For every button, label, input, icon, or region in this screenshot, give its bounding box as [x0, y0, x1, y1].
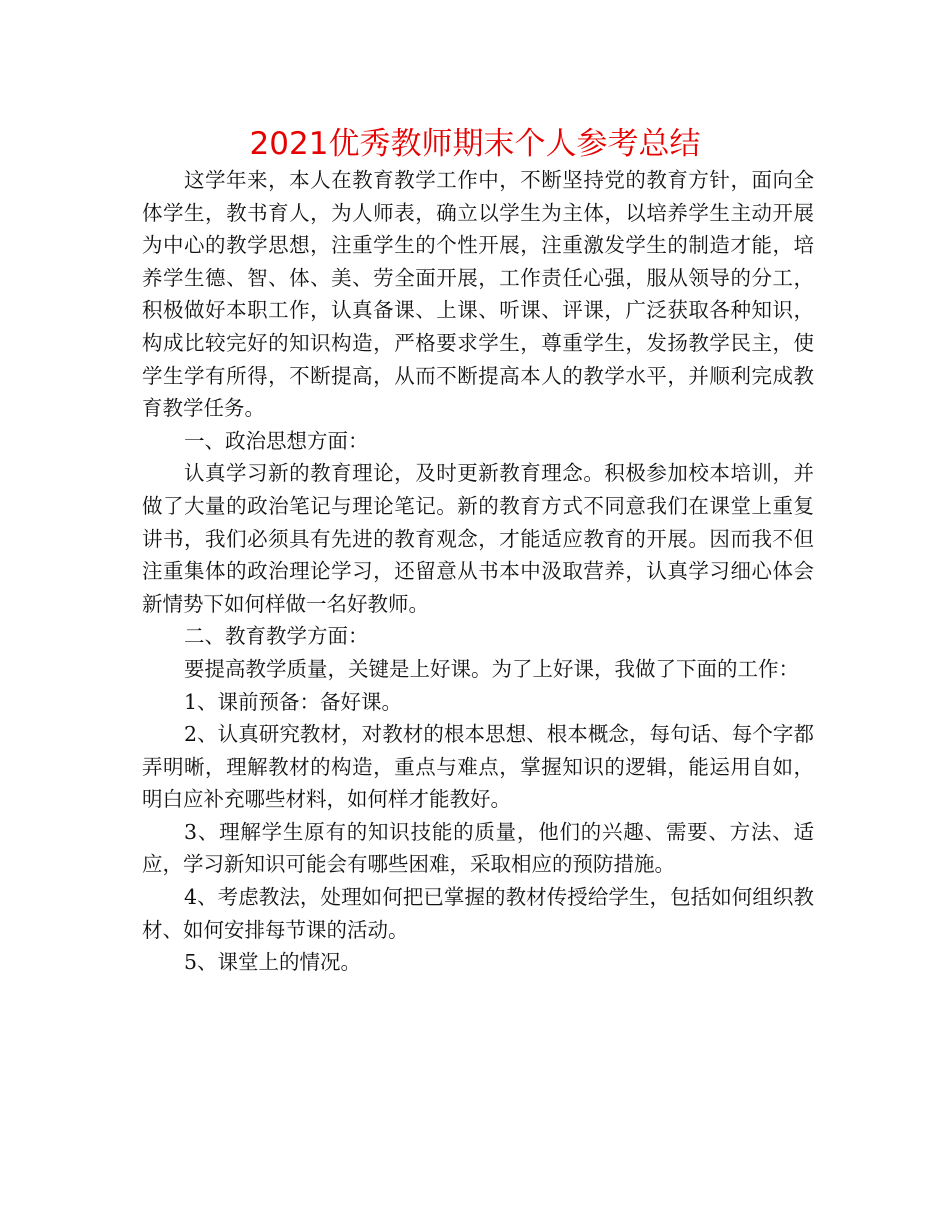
section-heading-teaching: 二、教育教学方面： [184, 624, 369, 649]
list-item-5: 5、课堂上的情况。 [184, 950, 362, 975]
list-item-3: 3、理解学生原有的知识技能的质量，他们的兴趣、需要、方法、适应，学习新知识可能会有哪些困难，采取相应的预防措施。 [142, 819, 814, 877]
list-item-2: 2、认真研究教材，对教材的根本思想、根本概念，每句话、每个字都弄明晰，理解教材的构造，重点与难点，掌握知识的逻辑，能运用自如，明白应补充哪些材料，如何样才能教好。 [142, 722, 814, 812]
document-title: 2021优秀教师期末个人参考总结 [249, 126, 701, 162]
intro-paragraph: 这学年来，本人在教育教学工作中，不断坚持党的教育方针，面向全体学生，教书育人，为人师表，确立以学生为主体，以培养学生主动开展为中心的教学思想，注重学生的个性开展，注重激发学生的制造才能，培养学生德、智、体、美、劳全面开展，工作责任心强，服从领导的分工，积极做好本职工作，认真备课、上课、听课、评课，广泛获取各种知识，构成比较完好的知识构造，严格要求学生，尊重学生，发扬教学民主，使学生学有所得，不断提高，从而不断提高本人的教学水平，并顺利完成教育教学任务。 [142, 168, 814, 421]
list-item-1: 1、课前预备：备好课。 [184, 689, 403, 714]
teaching-paragraph: 要提高教学质量，关键是上好课。为了上好课，我做了下面的工作： [184, 656, 799, 681]
document-body [142, 164, 814, 979]
section-heading-politics: 一、政治思想方面： [184, 428, 369, 453]
list-item-4: 4、考虑教法，处理如何把已掌握的教材传授给学生，包括如何组织教材、如何安排每节课的活动。 [142, 885, 814, 942]
politics-paragraph: 认真学习新的教育理论，及时更新教育理念。积极参加校本培训，并做了大量的政治笔记与理论笔记。新的教育方式不同意我们在课堂上重复讲书，我们必须具有先进的教育观念，才能适应教育的开展。因而我不但注重集体的政治理论学习，还留意从书本中汲取营养，认真学习细心体会新情势下如何样做一名好教师。 [142, 461, 814, 616]
